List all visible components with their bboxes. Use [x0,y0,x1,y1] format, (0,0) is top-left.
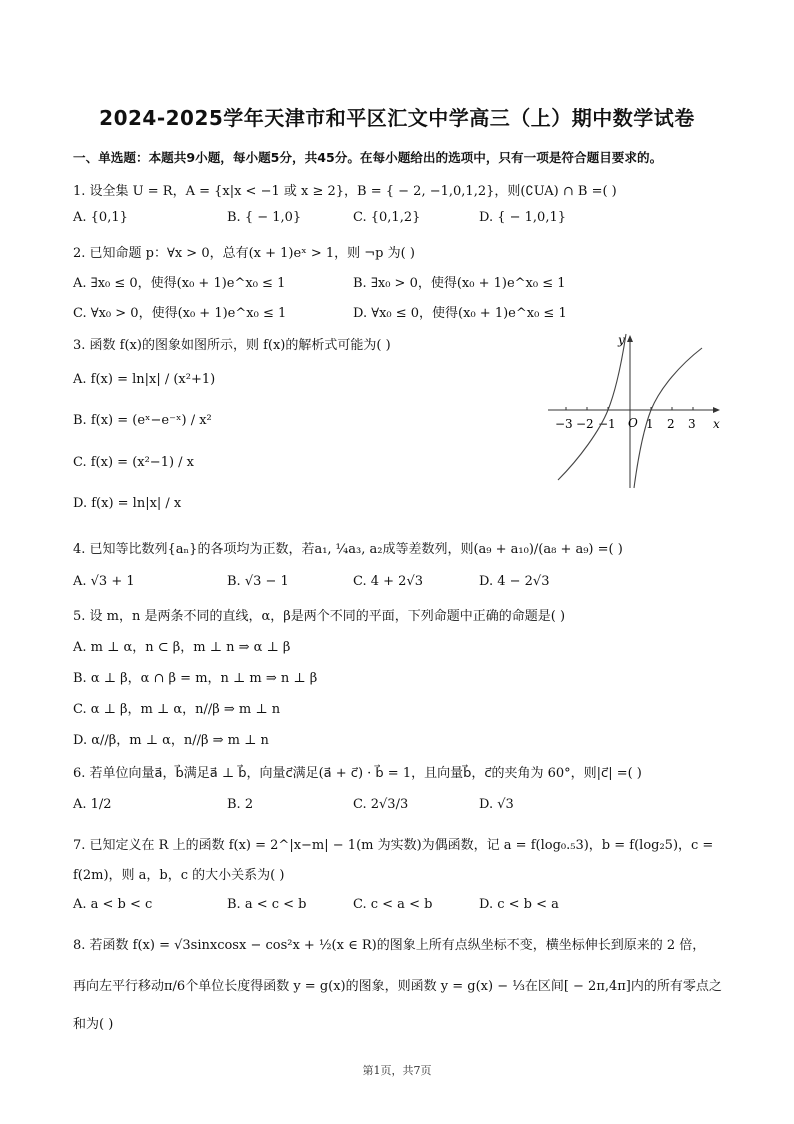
question-1-option-b: B. { − 1,0} [227,210,302,225]
x-axis-arrow-icon [713,407,720,413]
question-6-option-c: C. 2√3/3 [353,797,409,812]
question-1-option-d: D. { − 1,0,1} [479,210,567,225]
question-5-option-a: A. m ⊥ α，n ⊂ β，m ⊥ n ⇒ α ⊥ β [73,640,291,655]
question-3-option-c: C. f(x) = (x²−1) / x [73,455,195,470]
origin-label: O [628,416,638,430]
question-7-option-b: B. a < c < b [227,897,307,912]
question-6-option-a: A. 1/2 [73,797,112,812]
question-7-stem-line-2: f(2m)，则 a，b，c 的大小关系为( ) [73,868,285,883]
question-5-option-c: C. α ⊥ β，m ⊥ α，n//β ⇒ m ⊥ n [73,702,281,717]
question-7-option-c: C. c < a < b [353,897,433,912]
question-6-stem: 6. 若单位向量a⃗，b⃗满足a⃗ ⊥ b⃗，向量c⃗满足(a⃗ + c⃗) · b⃗ = 1，且向量b⃗，c⃗的夹角为 60°，则|c⃗| =( ) [73,766,642,781]
question-1-stem: 1. 设全集 U = R，A = {x|x < −1 或 x ≥ 2}，B = { − 2, −1,0,1,2}，则(∁UA) ∩ B =( ) [73,184,617,199]
question-8-stem-line-1: 8. 若函数 f(x) = √3sinxcosx − cos²x + ½(x ∈ R)的图象上所有点纵坐标不变，横坐标伸长到原来的 2 倍， [73,938,706,953]
question-4-option-b: B. √3 − 1 [227,574,289,589]
x-tick-label: −2 [576,417,594,431]
curve-left-branch [558,334,626,480]
question-7-stem-line-1: 7. 已知定义在 R 上的函数 f(x) = 2^|x−m| − 1(m 为实数)为偶函数，记 a = f(log₀.₅3)，b = f(log₂5)，c = [73,838,714,853]
question-3-function-graph [540,330,730,495]
question-5-option-d: D. α//β，m ⊥ α，n//β ⇒ m ⊥ n [73,733,269,748]
x-tick-label: 2 [667,417,675,431]
question-4-stem: 4. 已知等比数列{aₙ}的各项均为正数，若a₁, ¼a₃, a₂成等差数列，则(a₉ + a₁₀)/(a₈ + a₉) =( ) [73,542,623,557]
question-3-option-a: A. f(x) = ln|x| / (x²+1) [73,372,216,387]
question-2-option-a: A. ∃x₀ ≤ 0，使得(x₀ + 1)e^x₀ ≤ 1 [73,276,286,291]
question-5-stem: 5. 设 m，n 是两条不同的直线，α，β是两个不同的平面，下列命题中正确的命题是( ) [73,609,566,624]
page-footer: 第1页，共7页 [362,1064,432,1077]
question-5-option-b: B. α ⊥ β，α ∩ β = m，n ⊥ m ⇒ n ⊥ β [73,671,318,686]
question-4-option-c: C. 4 + 2√3 [353,574,424,589]
question-2-option-b: B. ∃x₀ > 0，使得(x₀ + 1)e^x₀ ≤ 1 [353,276,566,291]
x-axis-label: x [713,417,720,431]
question-3-stem: 3. 函数 f(x)的图象如图所示，则 f(x)的解析式可能为( ) [73,338,391,353]
exam-title: 2024-2025学年天津市和平区汇文中学高三（上）期中数学试卷 [99,106,695,130]
question-8-stem-line-3: 和为( ) [73,1017,114,1032]
x-tick-label: −1 [598,417,616,431]
y-axis-arrow-icon [627,335,633,342]
y-axis-label: y [618,333,625,347]
question-8-stem-line-2: 再向左平行移动π/6个单位长度得函数 y = g(x)的图象，则函数 y = g(x) − ⅓在区间[ − 2π,4π]内的所有零点之 [73,979,722,994]
question-6-option-b: B. 2 [227,797,254,812]
section-heading: 一、单选题：本题共9小题，每小题5分，共45分。在每小题给出的选项中，只有一项是符合题目要求的。 [73,150,663,165]
x-tick-label: 3 [688,417,696,431]
question-7-option-a: A. a < b < c [73,897,153,912]
x-tick-label: −3 [555,417,573,431]
question-4-option-a: A. √3 + 1 [73,574,135,589]
question-2-option-c: C. ∀x₀ > 0，使得(x₀ + 1)e^x₀ ≤ 1 [73,306,287,321]
question-1-option-c: C. {0,1,2} [353,210,421,225]
question-3-option-b: B. f(x) = (eˣ−e⁻ˣ) / x² [73,413,212,428]
question-1-option-a: A. {0,1} [73,210,128,225]
question-2-option-d: D. ∀x₀ ≤ 0，使得(x₀ + 1)e^x₀ ≤ 1 [353,306,567,321]
question-7-option-d: D. c < b < a [479,897,559,912]
question-2-stem: 2. 已知命题 p：∀x > 0，总有(x + 1)eˣ > 1，则 ¬p 为( ) [73,246,415,261]
question-3-option-d: D. f(x) = ln|x| / x [73,496,182,511]
question-4-option-d: D. 4 − 2√3 [479,574,550,589]
x-tick-label: 1 [646,417,654,431]
question-6-option-d: D. √3 [479,797,514,812]
